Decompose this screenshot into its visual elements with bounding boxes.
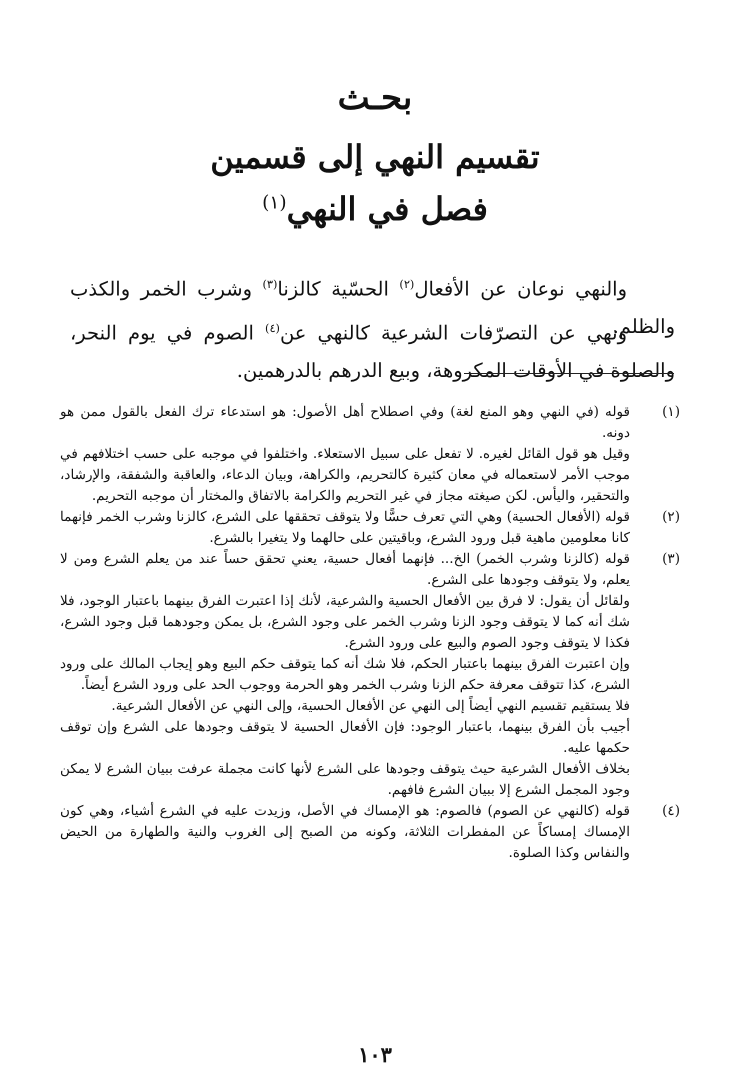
footnote-paragraph: فلا يستقيم تقسيم النهي أيضاً إلى النهي عن الأفعال الحسية، وإلى النهي عن الأفعال الشرعية. <box>111 698 630 714</box>
footnote-paragraph: وقيل هو قول القائل لغيره. لا تفعل على سبيل الاستعلاء. واختلفوا في موجبه على حسب اختلافهم في موجب الأمر لاستعماله في معان كثيرة كالتحريم، والكراهة، وبيان الدعاء، والعاقبة والشفقة، والإرشاد، والتحقير، واليأس. لكن صيغته مجاز في غير التحريم والكرامة بالاتفاق والمختار أن موجبه التحريم. <box>60 446 630 504</box>
footnote-paragraph: قوله (في النهي وهو المنع لغة) وفي اصطلاح أهل الأصول: هو استدعاء ترك الفعل بالقول ممن هو دونه. <box>60 404 630 441</box>
footnote-ref: (٢) <box>399 278 415 291</box>
footnote-paragraph: قوله (الأفعال الحسية) وهي التي تعرف حسًّا ولا يتوقف تحققها على الشرع، كالزنا وشرب الخمر فإنهما كانا معلومين ماهية قبل ورود الشرع، وباقيتين على حالهما ولا يتغيرا بالشرع. <box>60 509 630 546</box>
footnote-number: (٣) <box>662 551 680 567</box>
footnote-paragraph: أجيب بأن الفرق بينهما، باعتبار الوجود: فإن الأفعال الحسية لا يتوقف وجودها على الشرع وإن توقف حكمها عليه. <box>60 719 630 756</box>
page-heading: بحـث <box>337 78 413 118</box>
footnote-paragraph: وإن اعتبرت الفرق بينهما باعتبار الحكم، فلا شك أنه كما يتوقف حكم البيع وهو إيجاب المالك على ورود الشرع، كذا تتوقف معرفة حكم الزنا وشرب الخمر وهو الحرمة ووجوب الحد على ورود الشرع أيضاً. <box>60 656 630 693</box>
footnote-paragraph: قوله (كالنهي عن الصوم) فالصوم: هو الإمساك في الأصل، وزيدت عليه في الشرع أشياء، وهي كون الإمساك إمساكاً عن المفطرات الثلاثة، وكونه من الصبح إلى الغروب والنية والطهارة من الحيض والنفاس وكذا الصلوة. <box>60 803 630 861</box>
footnote-number: (٢) <box>662 509 680 525</box>
footnote-number: (١) <box>662 404 680 420</box>
footnote-paragraph: بخلاف الأفعال الشرعية حيث يتوقف وجودها على الشرع لأنها كانت مجملة عرفت ببيان الشرع لا يمكن وجود المجمل الشرع إلا ببيان الشرع فافهم. <box>60 761 630 798</box>
body-paragraph <box>70 310 675 389</box>
section-title-text: فصل في النهي <box>286 190 488 228</box>
footnote <box>60 549 680 801</box>
footnote-ref: (١) <box>262 192 287 214</box>
body-text: والنهي نوعان عن الأفعال <box>414 277 627 301</box>
footnote-separator <box>464 373 674 374</box>
footnote-ref: (٣) <box>262 278 278 291</box>
body-text: الصوم في يوم النحر، والصلوة في الأوقات المكروهة، وبيع الدرهم بالدرهمين. <box>70 321 675 382</box>
body-text: الحسّية كالزنا <box>277 277 400 301</box>
footnote <box>60 402 680 507</box>
body-text: ونهي عن التصرّفات الشرعية كالنهي عن <box>279 321 627 345</box>
footnote-paragraph: قوله (كالزنا وشرب الخمر) الخ... فإنهما أفعال حسية، يعني تحقق حساً عند من يعلم الشرع ومن لا يعلم، ولا يتوقف وجودها على الشرع. <box>60 551 630 588</box>
footnote <box>60 801 680 864</box>
chapter-title: تقسيم النهي إلى قسمين <box>210 138 540 176</box>
footnote <box>60 507 680 549</box>
footnote-number: (٤) <box>662 803 680 819</box>
footnotes <box>60 402 680 864</box>
footnote-paragraph: ولقائل أن يقول: لا فرق بين الأفعال الحسية والشرعية، لأنك إذا اعتبرت الفرق بينهما باعتبار الوجود، فلا شك أنه كما لا يتوقف وجود الزنا وشرب الخمر على وجود الشرع، بل يمكن وجودهما قبل وجود الشرع، فكذا لا يتوقف وجود الصوم والبيع على ورود الشرع. <box>60 593 630 651</box>
section-title <box>0 190 750 228</box>
footnote-ref: (٤) <box>265 322 280 335</box>
page-number: ١٠٣ <box>358 1042 392 1067</box>
body-text: وشرب الخمر والكذب والظلم. <box>70 277 675 338</box>
